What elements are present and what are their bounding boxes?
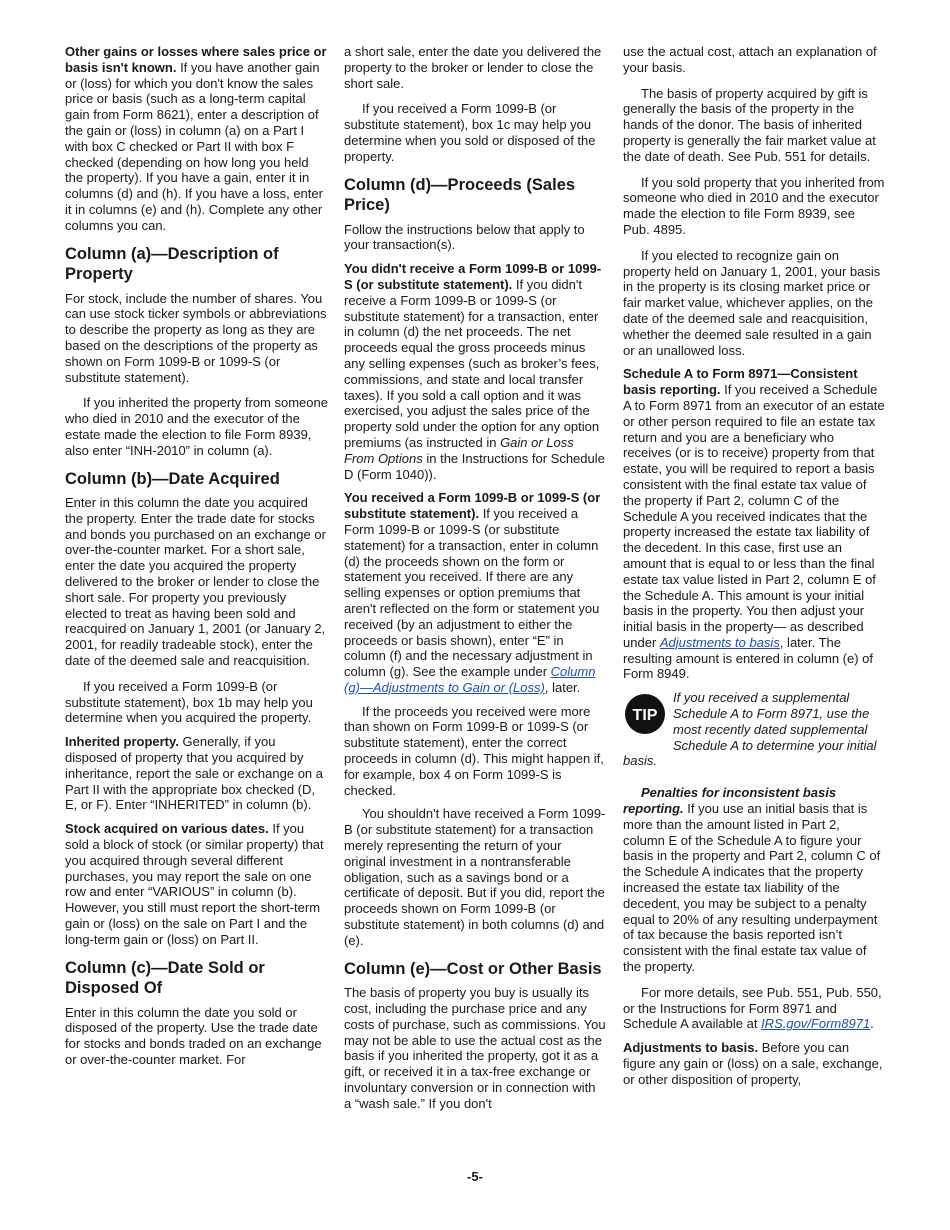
paragraph: Enter in this column the date you sold or disposed of the property. Use the trade date for stocks and bonds traded on an exchange or over-the-counter market. For bbox=[65, 1004, 322, 1067]
run-in-heading: Penalties for inconsistent basis reporting. bbox=[623, 785, 837, 817]
run-in-heading: Adjustments to basis. bbox=[623, 1040, 759, 1056]
paragraph: a short sale, enter the date you delivered the property to the broker or lender to close the short sale. bbox=[344, 44, 602, 91]
paragraph: You shouldn't have received a Form 1099-B (or substitute statement) for a transaction merely representing the return of your original investment in a nontransferable obligation, such as a savings bond or a certificate of deposit. But if you did, report the proceeds shown on Form 1099-B (or substitute statement) in both columns (d) and (e). bbox=[344, 806, 606, 948]
section-heading-column-d: Column (d)—Proceeds (Sales Price) bbox=[344, 175, 576, 215]
paragraph bbox=[623, 785, 885, 975]
paragraph: If you elected to recognize gain on property held on January 1, 2001, your basis in the property is its closing market price or fair market value, whichever applies, on the date of the deemed sale and reacquisition, whether the deemed sale resulted in a gain or an unallowed loss. bbox=[623, 247, 881, 358]
paragraph bbox=[344, 261, 606, 482]
paragraph-text: If you use an initial basis that is more than the amount listed in Part 2, column E of the Schedule A to figure your basis in the property and Part 2, column C of the Schedule A indicates that the property increased the estate tax liability of the decedent, you may be subject to a penalty equal to 20% of any resulting underpayment of tax because the basis reported isn’t consistent with the final estate tax value of the property. bbox=[623, 801, 881, 975]
paragraph bbox=[65, 44, 328, 234]
paragraph-text: , later. bbox=[544, 679, 581, 695]
link-column-g[interactable]: Column (g)—Adjustments to Gain or (Loss) bbox=[344, 664, 596, 695]
run-in-heading: You received a Form 1099-B or 1099-S (or substitute statement). bbox=[344, 490, 601, 522]
tip-text: If you received a supplemental Schedule A to Form 8971, use the most recently dated supplemental Schedule A to determine your initial basis. bbox=[623, 690, 877, 769]
tip-icon bbox=[623, 692, 667, 736]
paragraph: If you received a Form 1099-B (or substitute statement), box 1c may help you determine when you sold or disposed of the property. bbox=[344, 101, 596, 164]
paragraph bbox=[65, 821, 328, 947]
paragraph bbox=[344, 490, 606, 695]
paragraph bbox=[65, 734, 328, 813]
column-1 bbox=[65, 44, 328, 1076]
paragraph: The basis of property you buy is usually its cost, including the purchase price and any costs of purchase, such as commissions. You may not be able to use the actual cost as the basis if you inherited the property, got it as a gift, or received it in a tax-free exchange or involuntary conversion or in connection with a “wash sale.” If you don't bbox=[344, 985, 606, 1111]
paragraph-text: For more details, see Pub. 551, Pub. 550, or the Instructions for Form 8971 and Schedule A available at bbox=[623, 984, 882, 1032]
tip-box bbox=[623, 690, 885, 769]
column-3 bbox=[623, 44, 885, 1096]
paragraph-text: If you sold a block of stock (or similar property) that you acquired through several different purchases, you may report the sale on one row and enter “VARIOUS” in column (b). However, you still must report the short-term gain or (loss) on the sale on Part I and the long-term gain or (loss) on Part II. bbox=[65, 821, 324, 947]
paragraph-text: If you have another gain or (loss) for which you don't know the sales price or basis (such as a long-term capital gain from Form 8621), enter a description of the gain or (loss) in column (a) on a Part I with box C checked or Part II with box F checked (depending on how long you held the property). If you have a gain, enter it in columns (d) and (h). If you have a loss, enter it in columns (e) and (h). Complete any other columns you can. bbox=[65, 59, 323, 233]
run-in-heading: Inherited property. bbox=[65, 734, 179, 750]
run-in-heading: Other gains or losses where sales price or basis isn't known. bbox=[65, 44, 327, 75]
paragraph-text: . bbox=[870, 1016, 874, 1032]
paragraph-text: If you received a Form 1099-B or 1099-S (or substitute statement) for a transaction, enter in column (d) the proceeds shown on the form or statement you received. If there are any selling expenses or option premiums that aren't reflected on the form or statement you received (by an adjustment to either the proceeds or basis shown), enter “E” in column (f) and the necessary adjustment in column (g). See the example under bbox=[344, 506, 600, 680]
paragraph: If you sold property that you inherited from someone who died in 2010 and the executor made the election to file Form 8939, see Pub. 4895. bbox=[623, 174, 885, 237]
column-2 bbox=[344, 44, 606, 1120]
page-number: -5- bbox=[467, 1169, 483, 1184]
paragraph-text: If you didn't receive a Form 1099-B or 1099-S (or substitute statement) for a transaction, enter in column (d) the net proceeds. The net proceeds equal the gross proceeds minus any selling expenses (such as broker’s fees, commissions, and state and local transfer taxes). If you sold a call option and it was exercised, you adjust the sales price of the property sold under the option for any option premiums (as instructed in bbox=[344, 276, 600, 450]
run-in-heading: You didn't receive a Form 1099-B or 1099-S (or substitute statement). bbox=[344, 261, 602, 292]
paragraph: If the proceeds you received were more than shown on Form 1099-B or 1099-S (or substitute statement), enter the correct proceeds in column (d). This might happen if, for example, box 4 on Form 1099-S is checked. bbox=[344, 703, 604, 798]
paragraph-text: If you received a Schedule A to Form 8971 from an executor of an estate or other person required to file an estate tax return and you are a beneficiary who receives (or is to receive) property from that estate, you will be required to report a basis consistent with the final estate tax value of the property if Part 2, column C of the Schedule A you received indicates that the property increased the estate tax liability of the decedent. In this case, first use an amount that is equal to or less than the final estate tax value listed in Part 2, column E of the Schedule A. This amount is your initial basis in the property. You then adjust your initial basis in the property— as described under bbox=[623, 382, 885, 650]
paragraph: The basis of property acquired by gift is generally the basis of the property in the hands of the donor. The basis of inherited property is generally the fair market value at the date of death. See Pub. 551 for details. bbox=[623, 85, 876, 164]
paragraph: Follow the instructions below that apply to your transaction(s). bbox=[344, 221, 585, 253]
section-heading-column-a: Column (a)—Description of Property bbox=[65, 244, 279, 284]
section-heading-column-e: Column (e)—Cost or Other Basis bbox=[344, 959, 602, 978]
link-irs-form8971[interactable]: IRS.gov/Form8971 bbox=[761, 1016, 871, 1032]
section-heading-column-c: Column (c)—Date Sold or Disposed Of bbox=[65, 958, 265, 998]
run-in-heading: Schedule A to Form 8971—Consistent basis reporting. bbox=[623, 366, 858, 398]
tip-label: TIP bbox=[632, 707, 658, 725]
paragraph bbox=[623, 366, 885, 682]
paragraph bbox=[623, 1040, 885, 1087]
paragraph-text: Generally, if you disposed of property that you acquired by inheritance, report the sale or exchange on a Part II with the appropriate box checked (D, E, or F). Enter “INHERITED” in column (b). bbox=[65, 734, 324, 813]
paragraph: If you received a Form 1099-B (or substitute statement), box 1b may help you determine when you acquired the property. bbox=[65, 678, 313, 726]
run-in-heading: Stock acquired on various dates. bbox=[65, 821, 269, 837]
paragraph-text: , later. The resulting amount is entered in column (e) of Form 8949. bbox=[623, 634, 874, 682]
paragraph: Enter in this column the date you acquired the property. Enter the trade date for stocks and bonds you purchased on an exchange or over-the-counter market. For a short sale, enter the date you acquired the property delivered to the broker or lender to close the short sale. For property you previously elected to treat as having been sold and reacquired on January 1, 2001 (or January 2, 2001, for readily tradeable stock), enter the date of the deemed sale and reacquisition. bbox=[65, 495, 326, 668]
paragraph-text: Before you can figure any gain or (loss) on a sale, exchange, or other disposition of property, bbox=[623, 1040, 883, 1087]
paragraph: use the actual cost, attach an explanation of your basis. bbox=[623, 44, 877, 75]
link-adjustments-to-basis[interactable]: Adjustments to basis bbox=[659, 634, 780, 650]
paragraph: If you inherited the property from someone who died in 2010 and the executor of the estate made the election to file Form 8939, also enter “INH-2010” in column (a). bbox=[65, 395, 328, 458]
paragraph-text: in the Instructions for Schedule D (Form 1040)). bbox=[344, 450, 605, 482]
italic-reference: Gain or Loss From Options bbox=[344, 434, 574, 466]
paragraph bbox=[623, 985, 885, 1032]
paragraph: For stock, include the number of shares. You can use stock ticker symbols or abbreviations to describe the property as long as they are based on the descriptions of the property as shown on Form 1099-B or 1099-S (or substitute statement). bbox=[65, 290, 327, 385]
section-heading-column-b: Column (b)—Date Acquired bbox=[65, 469, 280, 488]
